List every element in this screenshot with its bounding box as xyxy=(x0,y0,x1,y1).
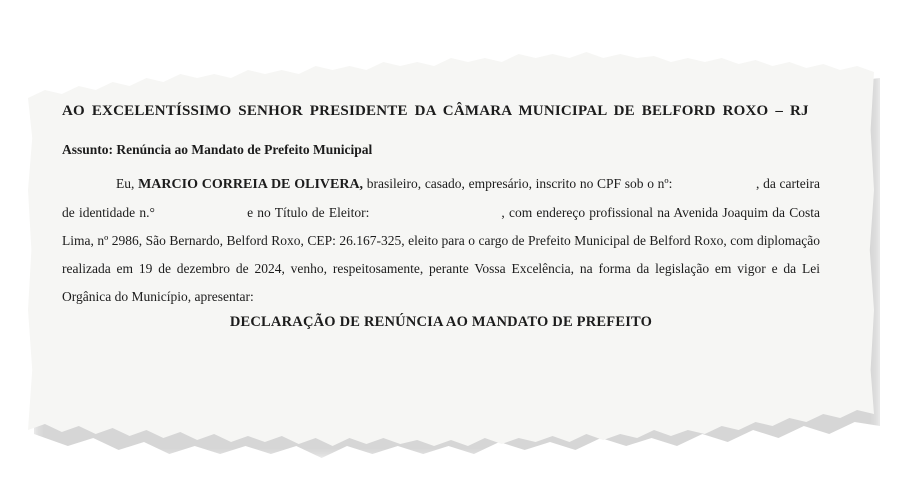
voter-text: e no Título de Eleitor: xyxy=(247,205,370,220)
declaration-title: DECLARAÇÃO DE RENÚNCIA AO MANDATO DE PREFEITO xyxy=(229,314,653,330)
id-text: , da carteira de identidade n.° xyxy=(62,176,821,220)
declarant-name: MARCIO CORREIA DE OLIVERA, xyxy=(138,177,364,192)
body-opening: Eu, xyxy=(116,176,135,191)
cpf-text: brasileiro, casado, empresário, inscrito no CPF sob o nº: xyxy=(366,176,673,191)
subject-line: Assunto: Renúncia ao Mandato de Prefeito Municipal xyxy=(62,142,373,157)
document-content xyxy=(62,102,820,331)
body-rest: , com endereço profissional na Avenida Joaquim da Costa Lima, nº 2986, São Bernardo, Belford Roxo, CEP: 26.167-325, eleito para o cargo de Prefeito Municipal de Belford Roxo, com diplomação realizada em 19 de dezembro de 2024, venho, respeitosamente, perante Vossa Excelência, na forma da legislação em vigor e da Lei Orgânica do Município, apresentar: xyxy=(62,205,821,304)
addressee-heading: AO EXCELENTÍSSIMO SENHOR PRESIDENTE DA CÂMARA MUNICIPAL DE BELFORD ROXO – RJ xyxy=(62,103,809,119)
body-paragraph xyxy=(62,170,820,311)
